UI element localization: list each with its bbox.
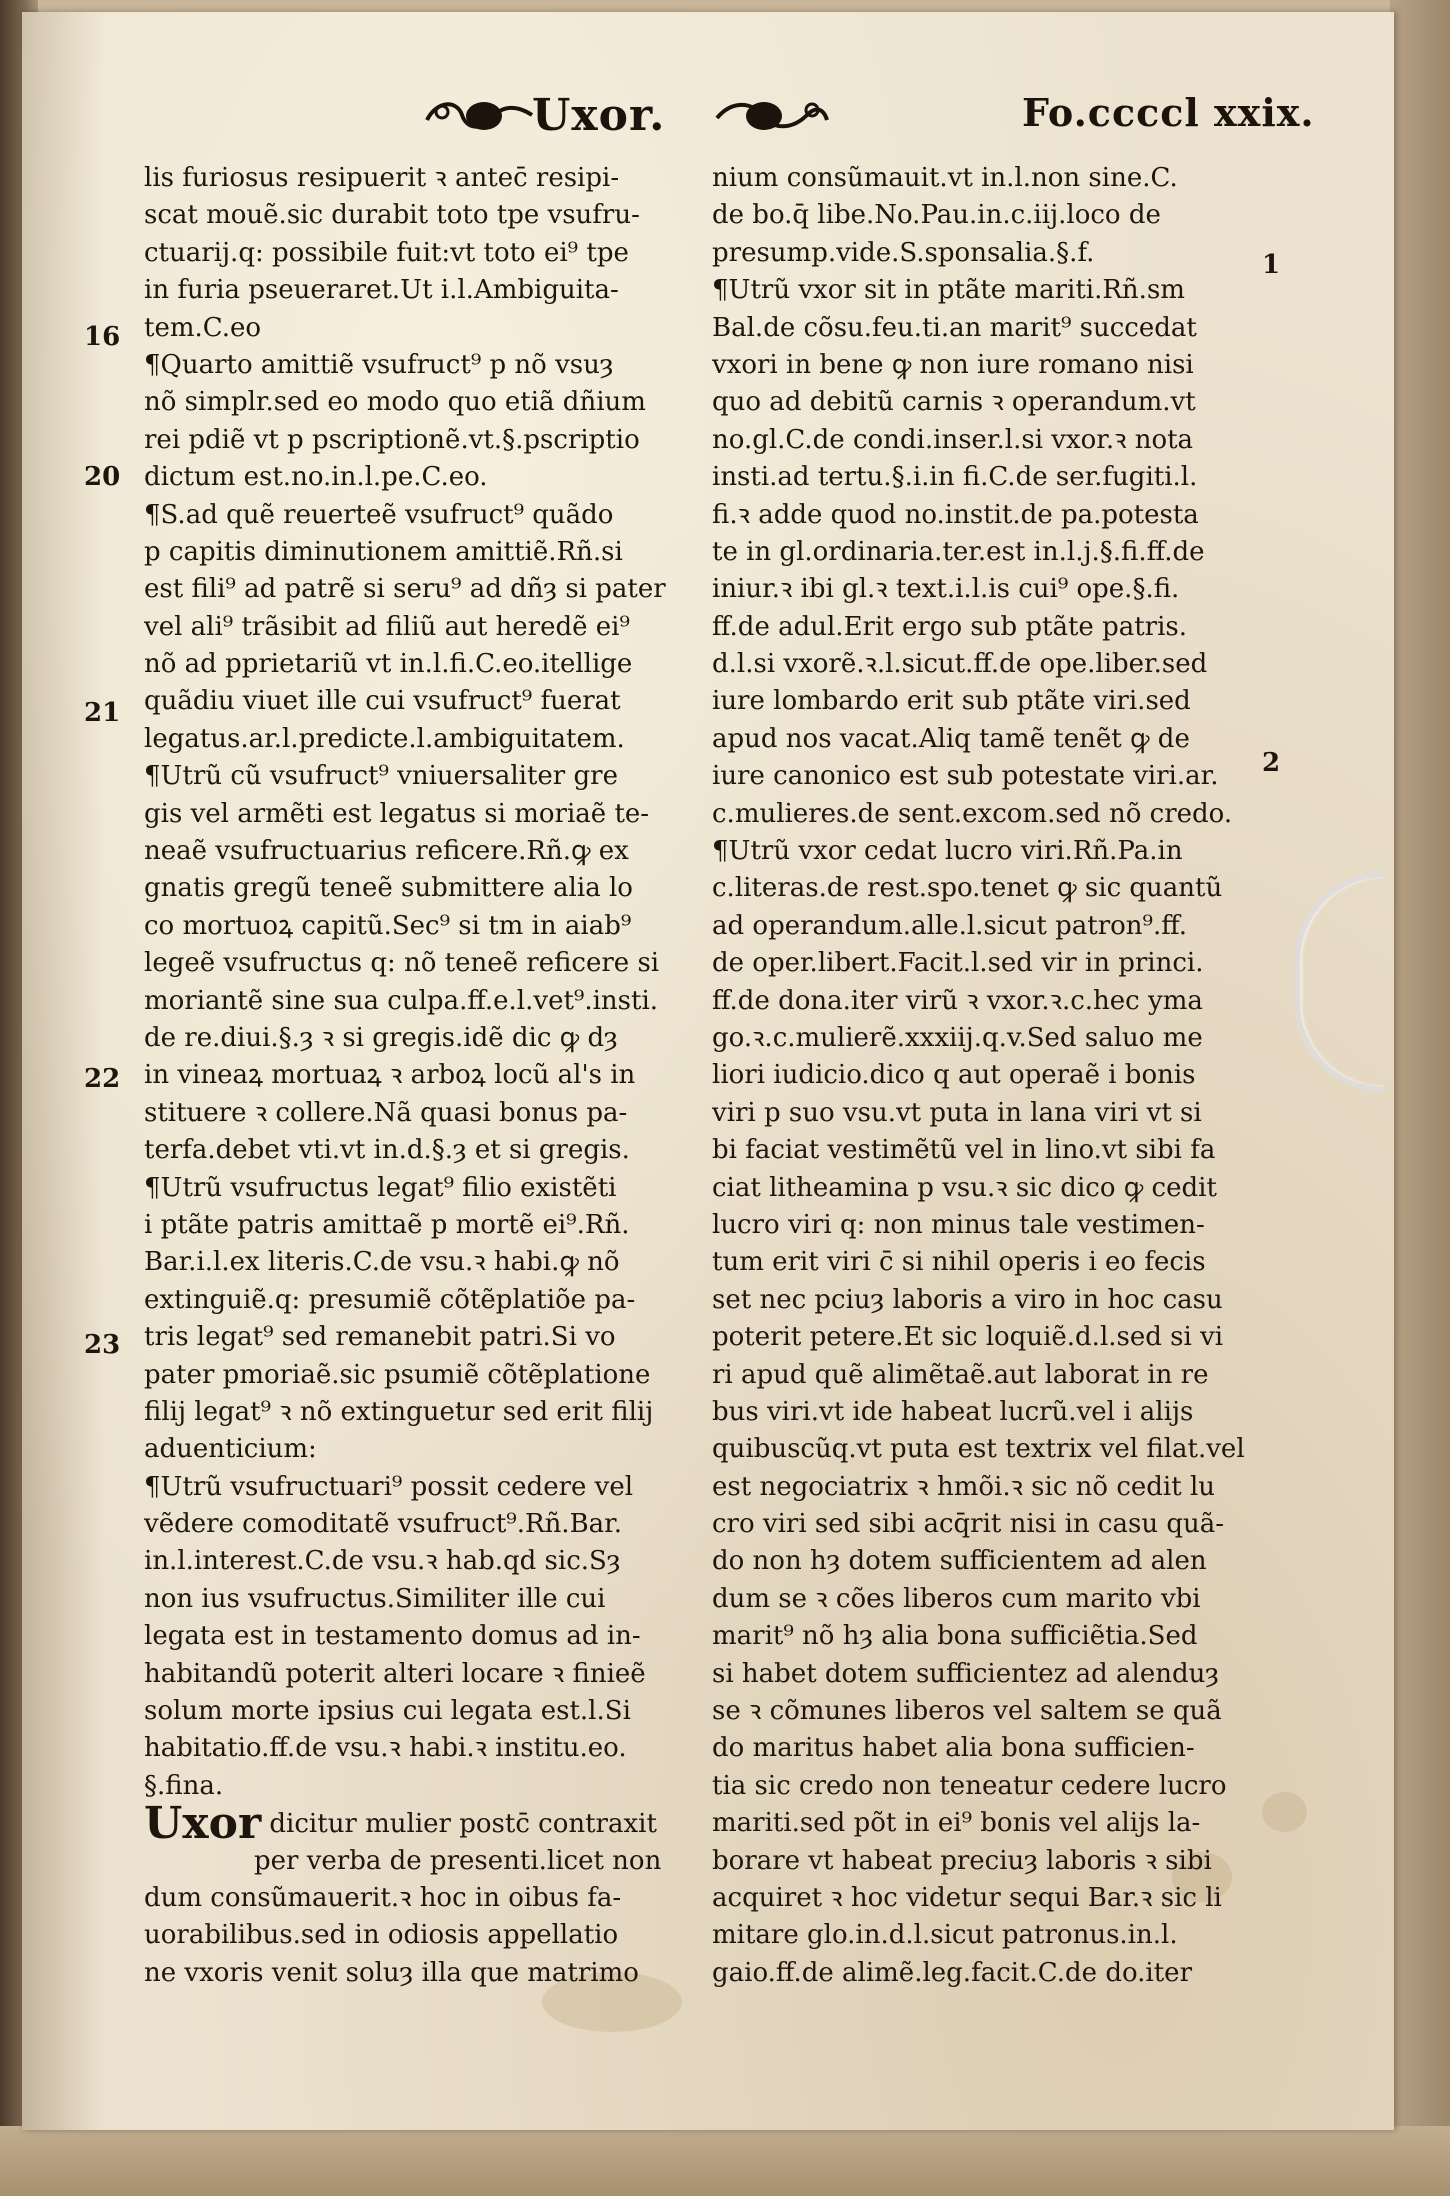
text-line: uorabilibus.sed in odiosis appellatio bbox=[144, 1920, 619, 1951]
text-line: borare vt habeat preciuȝ laboris ꝛ sibi bbox=[712, 1845, 1212, 1876]
text-line: ad operandum.alle.l.sicut patron⁹.ff. bbox=[712, 910, 1188, 941]
text-line: ¶Utrũ vsufructuari⁹ possit cedere vel bbox=[144, 1471, 634, 1502]
text-line: neaẽ vsufructuarius reficere.Rñ.ꝙ ex bbox=[144, 836, 629, 867]
text-line: §.fina. bbox=[144, 1770, 224, 1801]
text-line: ¶Utrũ vxor sit in ptãte mariti.Rñ.sm bbox=[712, 275, 1185, 306]
text-line: liori iudicio.dico q aut operaẽ i bonis bbox=[712, 1060, 1196, 1091]
page-header bbox=[22, 84, 1394, 164]
text-line: iure canonico est sub potestate viri.ar. bbox=[712, 761, 1219, 792]
text-line: ri apud quẽ alimẽtaẽ.aut laborat in re bbox=[712, 1359, 1209, 1390]
uxor-entry-line-2 bbox=[144, 1843, 704, 1880]
text-line: d.l.si vxorẽ.ꝛ.l.sicut.ff.de ope.liber.sed bbox=[712, 649, 1208, 680]
text-line: est negociatrix ꝛ hmõi.ꝛ sic nõ cedit lu bbox=[712, 1471, 1216, 1502]
text-line: solum morte ipsius cui legata est.l.Si bbox=[144, 1696, 631, 1727]
text-line: c.literas.de rest.spo.tenet ꝙ sic quantũ bbox=[712, 873, 1223, 904]
text-line: tris legat⁹ sed remanebit patri.Si vo bbox=[144, 1322, 616, 1353]
text-line: nium consũmauit.vt in.l.non sine.C. bbox=[712, 163, 1178, 193]
left-ornament-icon bbox=[422, 90, 542, 140]
text-line: si habet dotem sufficientez ad alenduȝ bbox=[712, 1658, 1219, 1689]
text-line: no.gl.C.de condi.inser.l.si vxor.ꝛ nota bbox=[712, 424, 1194, 455]
text-line: marit⁹ nõ hȝ alia bona sufficiẽtia.Sed bbox=[712, 1621, 1198, 1652]
text-line: cro viri sed sibi acq̄rit nisi in casu quã- bbox=[712, 1509, 1225, 1540]
text-line: quibuscũq.vt puta est textrix vel filat.vel bbox=[712, 1434, 1245, 1465]
text-line: te in gl.ordinaria.ter.est in.l.j.§.fi.ff.de bbox=[712, 536, 1205, 567]
margin-number-20: 20 bbox=[84, 462, 121, 492]
text-line: ¶Quarto amittiẽ vsufruct⁹ p nõ vsuȝ bbox=[144, 349, 614, 380]
background-bottom bbox=[0, 2126, 1450, 2196]
text-line: habitatio.ff.de vsu.ꝛ habi.ꝛ institu.eo. bbox=[144, 1733, 627, 1764]
text-line: ff.de dona.iter virũ ꝛ vxor.ꝛ.c.hec yma bbox=[712, 985, 1203, 1016]
text-line: ciat litheamina p vsu.ꝛ sic dico ꝙ cedit bbox=[712, 1172, 1217, 1203]
text-line: tem.C.eo bbox=[144, 312, 262, 343]
text-line: apud nos vacat.Aliq tamẽ tenẽt ꝙ de bbox=[712, 723, 1190, 754]
margin-number-21: 21 bbox=[84, 698, 121, 728]
text-line: de re.diui.§.ȝ ꝛ si gregis.idẽ dic ꝙ dȝ bbox=[144, 1022, 618, 1053]
text-line: bi faciat vestimẽtũ vel in lino.vt sibi fa bbox=[712, 1135, 1216, 1166]
text-line: vẽdere comoditatẽ vsufruct⁹.Rñ.Bar. bbox=[144, 1509, 623, 1540]
text-line: tia sic credo non teneatur cedere lucro bbox=[712, 1770, 1227, 1801]
text-line: quo ad debitũ carnis ꝛ operandum.vt bbox=[712, 387, 1196, 418]
text-line: dum se ꝛ cões liberos cum marito vbi bbox=[712, 1583, 1201, 1614]
margin-number-22: 22 bbox=[84, 1064, 121, 1094]
text-line: lis furiosus resipuerit ꝛ antec̄ resipi- bbox=[144, 163, 620, 193]
text-line: insti.ad tertu.§.i.in fi.C.de ser.fugiti.l. bbox=[712, 462, 1198, 493]
text-line: ¶Utrũ vxor cedat lucro viri.Rñ.Pa.in bbox=[712, 836, 1183, 867]
text-line: nõ ad pprietariũ vt in.l.fi.C.eo.itellige bbox=[144, 649, 633, 680]
text-line: se ꝛ cõmunes liberos vel saltem se quã bbox=[712, 1696, 1222, 1727]
folio-number: Fo.ccccl xxix. bbox=[1022, 90, 1315, 135]
text-line: ne vxoris venit soluȝ illa que matrimo bbox=[144, 1957, 639, 1988]
running-title: Uxor. bbox=[532, 90, 666, 141]
text-line: habitandũ poterit alteri locare ꝛ finieẽ bbox=[144, 1658, 646, 1689]
text-line: ¶Utrũ cũ vsufruct⁹ vniuersaliter gre bbox=[144, 761, 618, 792]
text-line: co mortuoꝝ capitũ.Sec⁹ si tm in aiab⁹ bbox=[144, 910, 632, 941]
text-line: gaio.ff.de alimẽ.leg.facit.C.de do.iter bbox=[712, 1957, 1192, 1988]
right-text-column bbox=[712, 160, 1272, 1992]
text-line: de oper.libert.Facit.l.sed vir in princi. bbox=[712, 948, 1204, 979]
text-line: terfa.debet vti.vt in.d.§.ȝ et si gregis. bbox=[144, 1135, 630, 1166]
text-line: poterit petere.Et sic loquiẽ.d.l.sed si vi bbox=[712, 1322, 1224, 1353]
right-ornament-icon bbox=[712, 90, 832, 140]
text-line: vel ali⁹ trãsibit ad filiũ aut heredẽ ei⁹ bbox=[144, 611, 630, 642]
text-line: legatus.ar.l.predicte.l.ambiguitatem. bbox=[144, 723, 625, 754]
text-line: nõ simplr.sed eo modo quo etiã dñium bbox=[144, 387, 646, 418]
text-line: viri p suo vsu.vt puta in lana viri vt si bbox=[712, 1097, 1202, 1128]
text-line: in furia pseueraret.Ut i.l.Ambiguita- bbox=[144, 275, 619, 306]
text-line: vxori in bene ꝙ non iure romano nisi bbox=[712, 349, 1194, 380]
left-text-column bbox=[144, 160, 704, 1992]
text-line: acquiret ꝛ hoc videtur sequi Bar.ꝛ sic li bbox=[712, 1882, 1222, 1913]
margin-number-1: 1 bbox=[1262, 250, 1281, 280]
margin-number-16: 16 bbox=[84, 322, 121, 352]
text-line: moriantẽ sine sua culpa.ff.e.l.vet⁹.insti. bbox=[144, 985, 659, 1016]
text-line: in.l.interest.C.de vsu.ꝛ hab.qd sic.Sȝ bbox=[144, 1546, 621, 1577]
text-line: p capitis diminutionem amittiẽ.Rñ.si bbox=[144, 536, 623, 567]
text-line: Bar.i.l.ex literis.C.de vsu.ꝛ habi.ꝙ nõ bbox=[144, 1247, 620, 1278]
text-line: dum consũmauerit.ꝛ hoc in oibus fa- bbox=[144, 1882, 622, 1913]
background-right bbox=[1390, 0, 1450, 2196]
uxor-entry-text-1: dicitur mulier postc̄ contraxit bbox=[269, 1809, 657, 1840]
book-page bbox=[22, 12, 1394, 2130]
text-line: filij legat⁹ ꝛ nõ extinguetur sed erit filij bbox=[144, 1396, 654, 1427]
text-line: ¶Utrũ vsufructus legat⁹ filio existẽti bbox=[144, 1172, 617, 1203]
text-line: lucro viri q: non minus tale vestimen- bbox=[712, 1209, 1205, 1240]
text-line: set nec pciuȝ laboris a viro in hoc casu bbox=[712, 1284, 1223, 1315]
text-line: ¶S.ad quẽ reuerteẽ vsufruct⁹ quãdo bbox=[144, 499, 614, 530]
text-line: bus viri.vt ide habeat lucrũ.vel i alijs bbox=[712, 1396, 1194, 1427]
text-line: ff.de adul.Erit ergo sub ptãte patris. bbox=[712, 611, 1188, 642]
text-line: est fili⁹ ad patrẽ si seru⁹ ad dñȝ si pater bbox=[144, 574, 666, 605]
text-line: non ius vsufructus.Similiter ille cui bbox=[144, 1583, 606, 1614]
text-line: legeẽ vsufructus q: nõ teneẽ reficere si bbox=[144, 948, 660, 979]
text-line: gis vel armẽti est legatus si moriaẽ te- bbox=[144, 798, 650, 829]
text-line: go.ꝛ.c.mulierẽ.xxxiij.q.v.Sed saluo me bbox=[712, 1022, 1203, 1053]
text-line: iniur.ꝛ ibi gl.ꝛ text.i.l.is cui⁹ ope.§.fi. bbox=[712, 574, 1180, 605]
text-line: stituere ꝛ collere.Nã quasi bonus pa- bbox=[144, 1097, 628, 1128]
text-line: presump.vide.S.sponsalia.§.f. bbox=[712, 237, 1095, 268]
text-line: do maritus habet alia bona sufficien- bbox=[712, 1733, 1195, 1764]
text-line: de bo.q̄ libe.No.Pau.in.c.iij.loco de bbox=[712, 200, 1161, 231]
uxor-entry-line-1 bbox=[144, 1805, 704, 1842]
text-line: mitare glo.in.d.l.sicut patronus.in.l. bbox=[712, 1920, 1178, 1951]
text-line: gnatis gregũ teneẽ submittere alia lo bbox=[144, 873, 633, 904]
margin-number-23: 23 bbox=[84, 1330, 121, 1360]
page-clip bbox=[1295, 872, 1384, 1092]
text-line: rei pdiẽ vt p pscriptionẽ.vt.§.pscriptio bbox=[144, 424, 640, 455]
text-line: fi.ꝛ adde quod no.instit.de pa.potesta bbox=[712, 499, 1199, 530]
text-line: iure lombardo erit sub ptãte viri.sed bbox=[712, 686, 1191, 717]
text-line: mariti.sed põt in ei⁹ bonis vel alijs la- bbox=[712, 1808, 1201, 1839]
text-line: aduenticium: bbox=[144, 1434, 317, 1465]
text-line: Bal.de cõsu.feu.ti.an marit⁹ succedat bbox=[712, 312, 1197, 343]
text-line: ctuarij.q: possibile fuit:vt toto ei⁹ tpe bbox=[144, 237, 629, 268]
text-line: quãdiu viuet ille cui vsufruct⁹ fuerat bbox=[144, 686, 621, 717]
margin-number-2: 2 bbox=[1262, 748, 1281, 778]
uxor-entry-text-2: per verba de presenti.licet non bbox=[254, 1845, 662, 1876]
text-line: extinguiẽ.q: presumiẽ cõtẽplatiõe pa- bbox=[144, 1284, 636, 1315]
uxor-initial: Uxor bbox=[144, 1805, 262, 1843]
text-line: dictum est.no.in.l.pe.C.eo. bbox=[144, 462, 488, 493]
text-line: tum erit viri c̄ si nihil operis i eo fecis bbox=[712, 1247, 1206, 1278]
text-line: scat mouẽ.sic durabit toto tpe vsufru- bbox=[144, 200, 640, 231]
text-line: legata est in testamento domus ad in- bbox=[144, 1621, 641, 1652]
text-line: do non hȝ dotem sufficientem ad alen bbox=[712, 1546, 1207, 1577]
text-line: i ptãte patris amittaẽ p mortẽ ei⁹.Rñ. bbox=[144, 1209, 630, 1240]
text-line: in vineaꝝ mortuaꝝ ꝛ arboꝝ locũ al's in bbox=[144, 1060, 636, 1091]
text-line: c.mulieres.de sent.excom.sed nõ credo. bbox=[712, 798, 1233, 829]
text-line: pater pmoriaẽ.sic psumiẽ cõtẽplatione bbox=[144, 1359, 651, 1390]
